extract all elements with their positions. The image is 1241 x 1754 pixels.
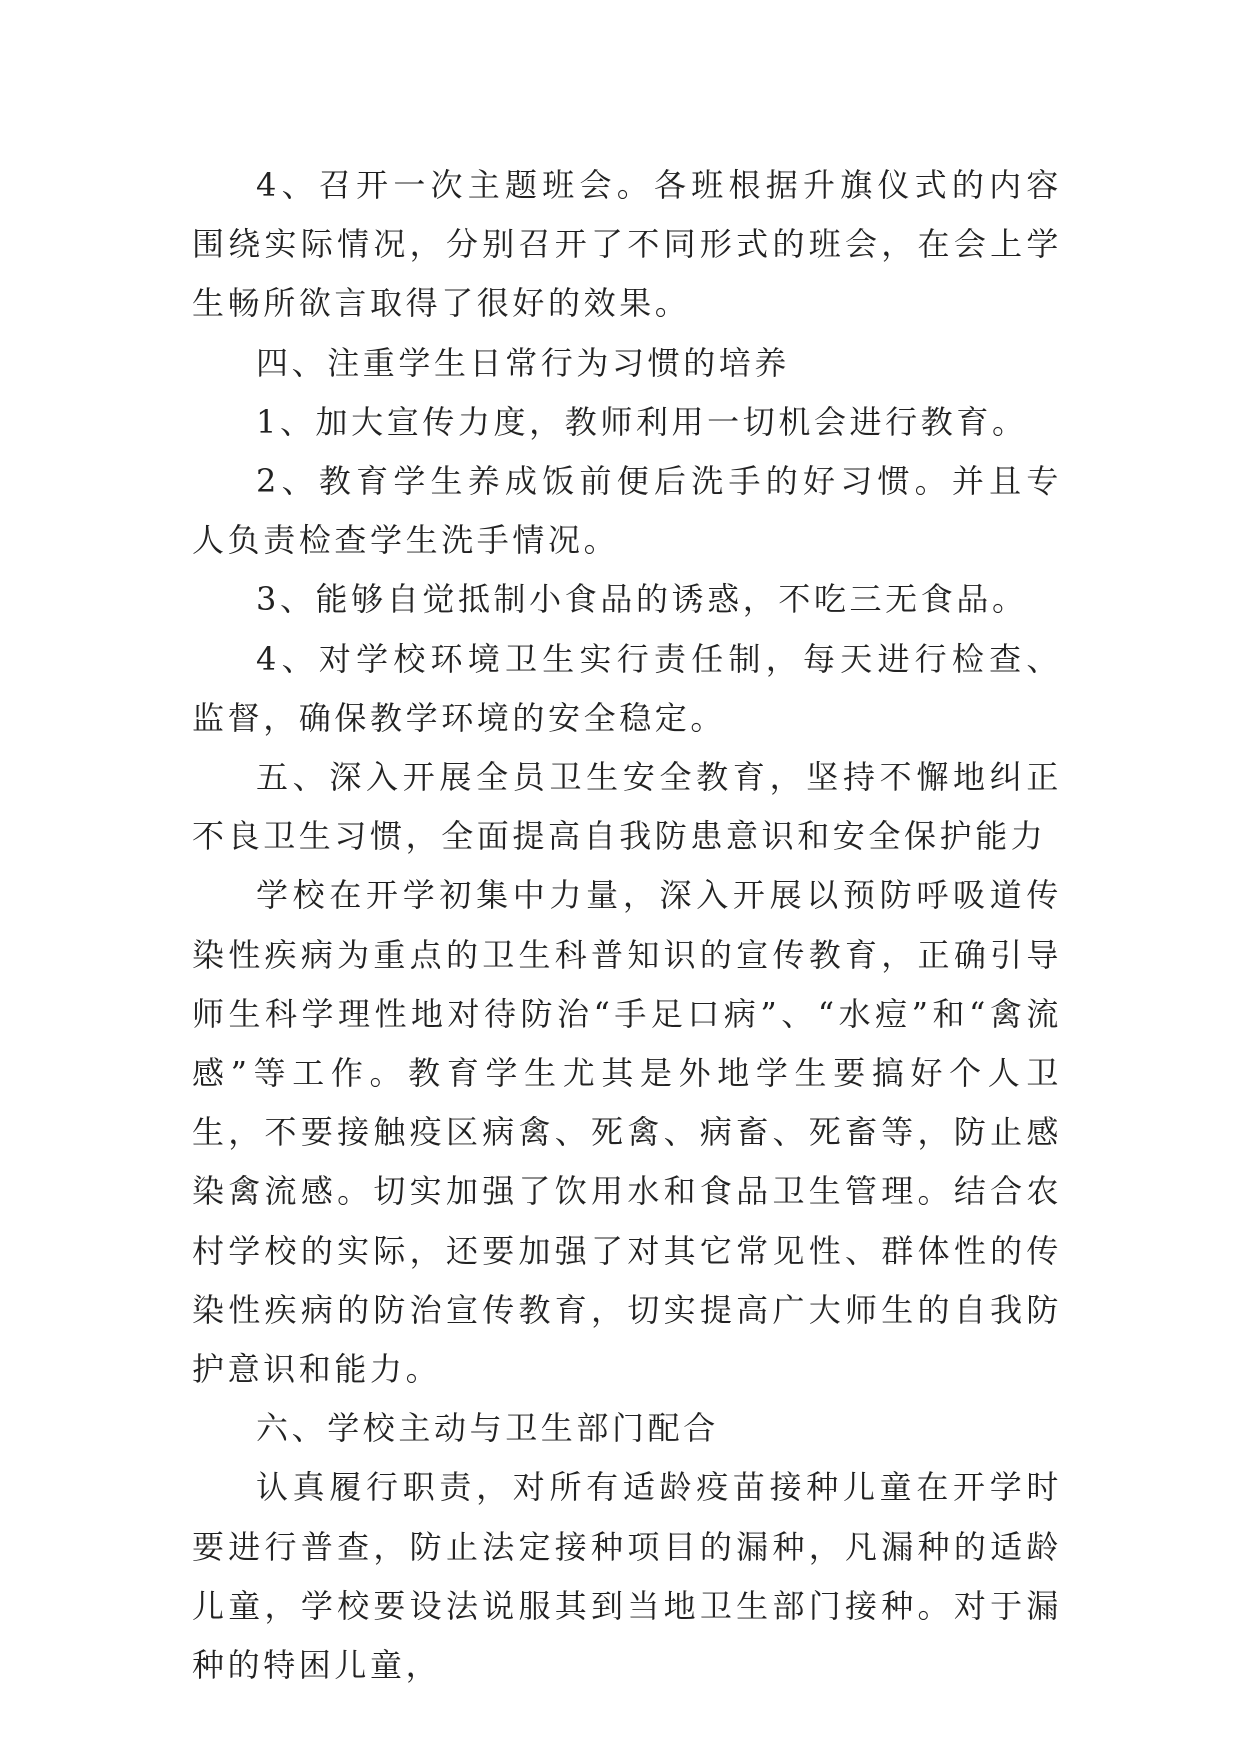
paragraph-publicity: 1、加大宣传力度，教师利用一切机会进行教育。 (256, 402, 1028, 441)
paragraph-disease-prevention: 学校在开学初集中力量，深入开展以预防呼吸道传染性疾病为重点的卫生科普知识的宣传教育，正确引导师生科学理性地对待防治“手足口病”、“水痘”和“禽流感”等工作。教育学生尤其是外地学生要搞好个人卫生，不要接触疫区病禽、死禽、病畜、死畜等，防止感染禽流感。切实加强了饮用水和食品卫生管理。结合农村学校的实际，还要加强了对其它常见性、群体性的传染性疾病的防治宣传教育，切实提高广大师生的自我防护意识和能力。 (192, 876, 1062, 1389)
paragraph-handwashing: 2、教育学生养成饭前便后洗手的好习惯。并且专人负责检查学生洗手情况。 (192, 462, 1062, 560)
section-heading-health-dept: 六、学校主动与卫生部门配合 (256, 1409, 719, 1448)
document-body (192, 156, 1062, 1695)
paragraph-class-meeting: 4、召开一次主题班会。各班根据升旗仪式的内容围绕实际情况，分别召开了不同形式的班会，在会上学生畅所欲言取得了很好的效果。 (192, 166, 1062, 323)
paragraph-vaccination: 认真履行职责，对所有适龄疫苗接种儿童在开学时要进行普查，防止法定接种项目的漏种，凡漏种的适龄儿童，学校要设法说服其到当地卫生部门接种。对于漏种的特困儿童， (192, 1468, 1062, 1685)
paragraph-environment-hygiene: 4、对学校环境卫生实行责任制，每天进行检查、监督，确保教学环境的安全稳定。 (192, 639, 1062, 737)
section-heading-daily-habits: 四、注重学生日常行为习惯的培养 (256, 343, 791, 382)
paragraph-snacks: 3、能够自觉抵制小食品的诱惑，不吃三无食品。 (256, 580, 1028, 619)
section-heading-safety-education: 五、深入开展全员卫生安全教育，坚持不懈地纠正不良卫生习惯，全面提高自我防患意识和安全保护能力 (192, 758, 1062, 856)
